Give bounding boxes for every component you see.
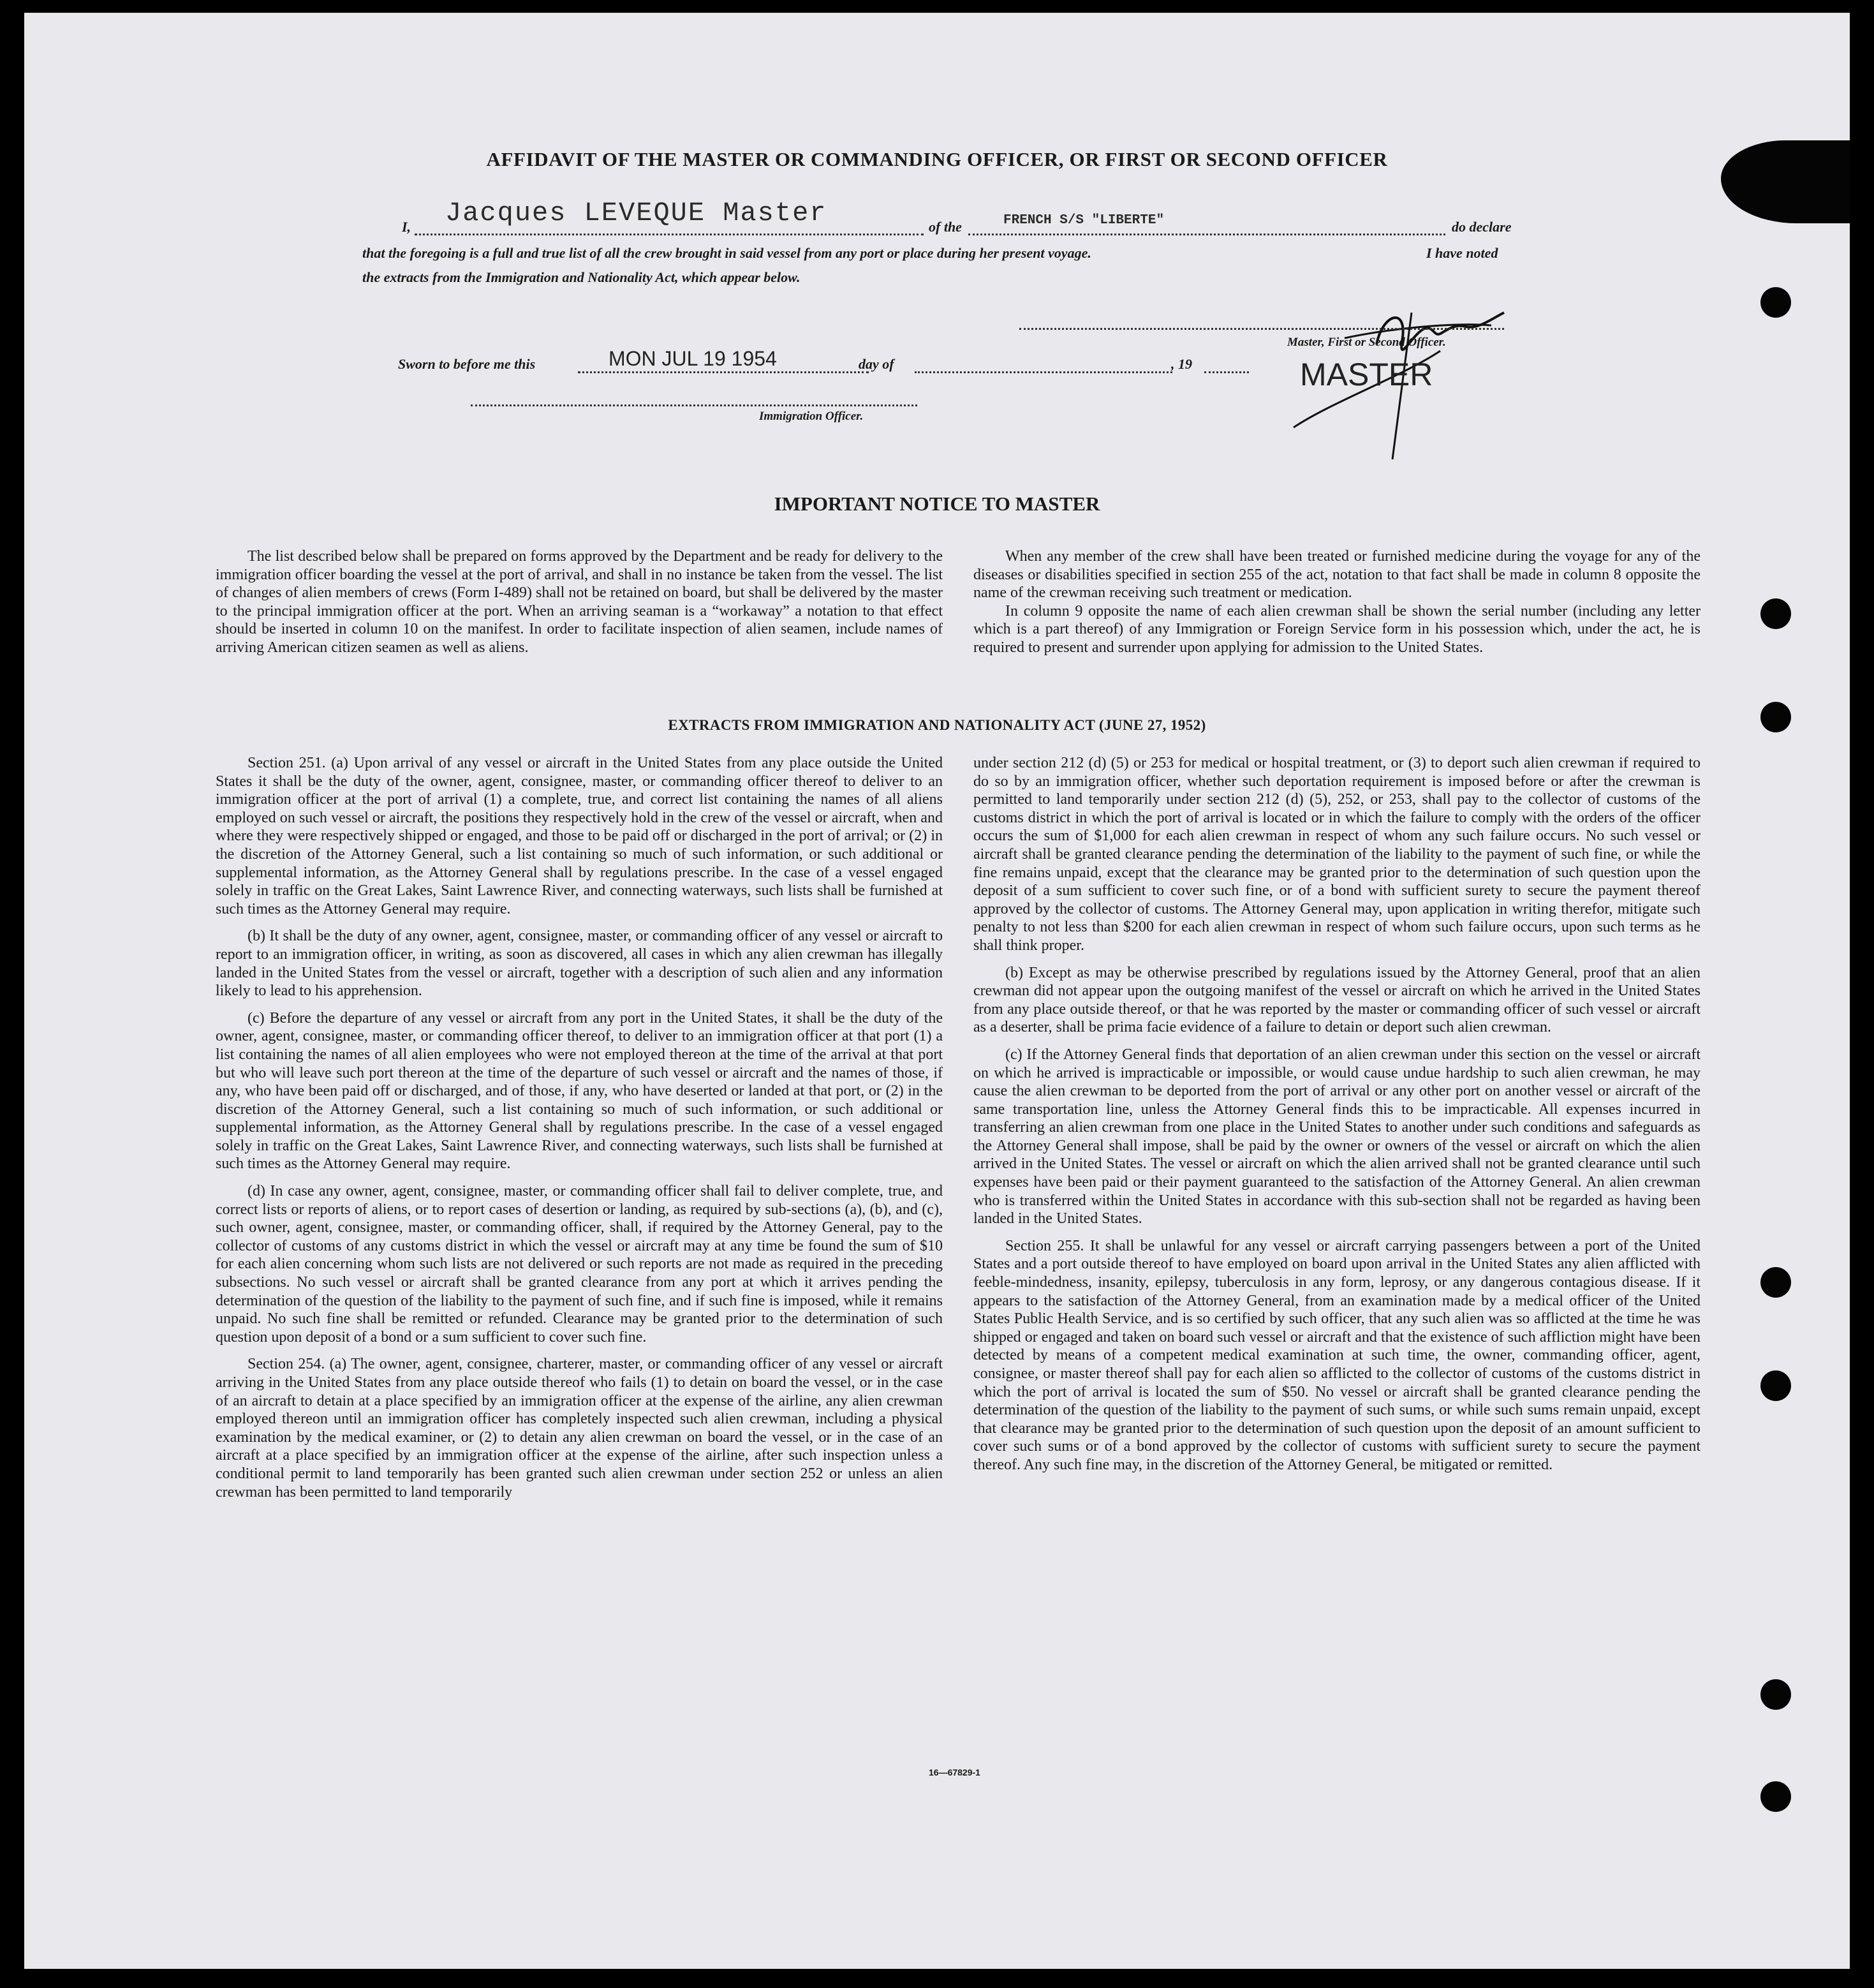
master-name: Jacques LEVEQUE Master	[445, 198, 827, 228]
section-254-a: Section 254. (a) The owner, agent, consignee, charterer, master, or commanding officer of any vessel or aircraft arriving in the United States from any place outside thereof who fails (1) to detain on board the vessel, or in the case of an aircraft to detain at a place specified by an immigration officer at the expense of the airline, any alien crewman employed thereon until an immigration officer has completely inspected such alien crewman, including a physical examination by the medical examiner, or (2) to detain any alien crewman on board the vessel, or in the case of an aircraft at a place specified by an immigration officer at the expense of the airline, after such inspection unless a conditional permit to land temporarily has been granted such alien crewman under section 252 or unless an alien crewman has been permitted to land temporarily	[216, 1356, 943, 1501]
year-label: , 19	[1171, 356, 1192, 372]
vessel-name: FRENCH S/S "LIBERTE"	[1003, 213, 1165, 228]
affidavit-title: AFFIDAVIT OF THE MASTER OR COMMANDING OFFICER, OR FIRST OR SECOND OFFICER	[486, 148, 1388, 170]
i-have-noted: I have noted	[1426, 245, 1498, 261]
punch-hole	[1760, 1781, 1791, 1812]
notice-right-paragraph-1: When any member of the crew shall have been treated or furnished medicine during the voyage for any of the diseases or disabilities specified in section 255 of the act, notation to that fact shall be made in column 8 opposite the name of the crewman receiving such treatment or medication.	[973, 548, 1701, 602]
extracts-heading: EXTRACTS FROM IMMIGRATION AND NATIONALITY ACT (JUNE 27, 1952)	[668, 717, 1206, 733]
section-255: Section 255. It shall be unlawful for any vessel or aircraft carrying passengers between a port of the United States and a port outside thereof to have employed on board upon arrival in the United States any alien afflicted with feeble-mindedness, insanity, epilepsy, tuberculosis in any form, leprosy, or any dangerous contagious disease. If it appears to the satisfaction of the Attorney General, from an examination made by a medical officer of the United States Public Health Service, and is so certified by such officer, that any such alien was so afflicted at the time he was shipped or engaged and taken on board such vessel or aircraft and that the existence of such affliction might have been detected by means of a competent medical examination at such time, the owner, commanding officer, agent, consignee, or master thereof shall pay for each alien so afflicted to the collector of customs of the customs district in which the port of arrival is located the sum of $50. No vessel or aircraft shall be granted clearance pending the determination of the question of the liability to the payment of such sums, or while such sums remain unpaid, except that clearance may be granted prior to the determination of such question upon the deposit of an amount sufficient to cover such sums or of a bond approved by the collector of customs with sufficient surety to secure the payment thereof. Any such fine may, in the discretion of the Attorney General, be mitigated or remitted.	[973, 1237, 1701, 1473]
year-line	[1204, 357, 1249, 373]
officer-line	[471, 398, 917, 406]
punch-hole	[1760, 1370, 1791, 1401]
punch-hole	[1760, 1267, 1791, 1298]
of-the-label: of the	[929, 219, 962, 235]
day-of-label: day of	[859, 356, 894, 372]
master-stamp: MASTER	[1300, 357, 1433, 392]
signature-caption: Master, First or Second Officer.	[1287, 336, 1446, 349]
punch-hole	[1760, 702, 1791, 732]
sworn-date-stamp: MON JUL 19 1954	[609, 347, 777, 370]
notice-right-column	[973, 547, 1701, 666]
extracts-right-column	[973, 754, 1701, 1483]
punch-hole	[1760, 1679, 1791, 1710]
document-page	[24, 13, 1850, 1969]
officer-caption: Immigration Officer.	[759, 410, 864, 423]
signature-line	[1019, 322, 1504, 330]
form-number: 16—67829-1	[929, 1767, 980, 1777]
punch-hole	[1760, 287, 1791, 318]
notice-left-column	[216, 547, 943, 666]
notice-right-paragraph-2: In column 9 opposite the name of each alien crewman shall be shown the serial number (including any letter which is a part thereof) of any Immigration or Foreign Service form in his possession which, under the act, he is required to present and surrender upon applying for admission to the United States.	[973, 602, 1701, 656]
section-251-a: Section 251. (a) Upon arrival of any vessel or aircraft in the United States from any place outside the United States it shall be the duty of the owner, agent, consignee, master, or commanding officer thereof to deliver to an immigration officer at the port of arrival (1) a complete, true, and correct list containing the names of all aliens employed on such vessel or aircraft, the positions they respectively hold in the crew of the vessel or aircraft, when and where they were respectively shipped or engaged, and those to be paid off or discharged in the port of arrival; or (2) in the discretion of the Attorney General, such a list containing so much of such information, or such additional or supplemental information, as the Attorney General shall by regulations prescribe. In the case of a vessel engaged solely in traffic on the Great Lakes, Saint Lawrence River, and connecting waterways, such lists shall be furnished at such times as the Attorney General may require.	[216, 755, 943, 917]
section-254-b: (b) Except as may be otherwise prescribed by regulations issued by the Attorney General, proof that an alien crewman did not appear upon the outgoing manifest of the vessel or aircraft on which he arrived in the United States from any place outside thereof, or that he was reported by the master or commanding officer of such vessel or aircraft as a deserter, shall be prima facie evidence of a failure to detain or deport such alien crewman.	[973, 964, 1701, 1036]
i-label: I,	[402, 219, 411, 235]
do-declare-label: do declare	[1452, 219, 1512, 235]
scan-smudge	[1721, 140, 1850, 223]
extracts-left-column	[216, 754, 943, 1510]
section-251-c: (c) Before the departure of any vessel or aircraft from any port in the United States, it shall be the duty of the owner, agent, consignee, master, or commanding officer thereof, to deliver to an immigration officer at that port (1) a list containing the names of all alien employees who were not employed thereon at the time of the arrival at that port but who will leave such port thereon at the time of the departure of such vessel or aircraft and the names of those, if any, who have been paid off or discharged, and of those, if any, who have deserted or landed at that port, or (2) in the discretion of the Attorney General, such a list containing so much of such information, or such additional or supplemental information, as the Attorney General shall by regulations prescribe. In the case of a vessel engaged solely in traffic on the Great Lakes, Saint Lawrence River, and connecting waterways, such lists shall be furnished at such times as the Attorney General may require.	[216, 1009, 943, 1173]
notice-heading: IMPORTANT NOTICE TO MASTER	[774, 493, 1100, 515]
declaration-line-2: the extracts from the Immigration and Nationality Act, which appear below.	[362, 269, 801, 285]
notice-left-paragraph: The list described below shall be prepared on forms approved by the Department and be ready for delivery to the immigration officer boarding the vessel at the port of arrival, and shall in no instance be taken from the vessel. The list of changes of alien members of crews (Form I-489) shall not be retained on board, but shall be delivered by the master to the principal immigration officer at the port. When an arriving seaman is a “workaway” a notation to that effect should be inserted in column 10 on the manifest. In order to facilitate inspection of alien seamen, include names of arriving American citizen seamen as well as aliens.	[216, 548, 943, 656]
section-254-a-continued: under section 212 (d) (5) or 253 for medical or hospital treatment, or (3) to deport such alien crewman if required to do so by an immigration officer, whether such deportation requirement is imposed before or after the crewman is permitted to land temporarily under section 212 (d) (5), 252, or 253, shall pay to the collector of customs of the customs district in which the port of arrival is located or in which the failure to comply with the orders of the officer occurs the sum of $1,000 for each alien crewman in respect of whom any such failure occurs. No such vessel or aircraft shall be granted clearance pending the determination of the liability to the payment of such fine, or while the fine remains unpaid, except that the clearance may be granted prior to the determination of such question upon the deposit of a sum sufficient to cover such fine, or of a bond with sufficient surety to secure the payment thereof approved by the collector of customs. The Attorney General may, upon application in writing therefor, mitigate such penalty to not less than $200 for each alien crewman in respect of whom such failure occurs, upon such terms as he shall think proper.	[973, 755, 1701, 954]
sworn-label: Sworn to before me this	[398, 356, 536, 372]
section-254-c: (c) If the Attorney General finds that deportation of an alien crewman under this section on the vessel or aircraft on which he arrived is impracticable or impossible, or would cause undue hardship to such alien crewman, he may cause the alien crewman to be deported from the port of arrival or any other port on another vessel or aircraft of the same transportation line, unless the Attorney General finds this to be impracticable. All expenses incurred in transferring an alien crewman from one place in the United States to another under such conditions and safeguards as the Attorney General shall impose, shall be paid by the owner or owners of the vessel or aircraft on which the alien arrived in the United States. The vessel or aircraft on which the alien arrived shall not be granted clearance until such expenses have been paid or their payment guaranteed to the satisfaction of the Attorney General. An alien crewman who is transferred within the United States in accordance with this sub-section shall not be regarded as having been landed in the United States.	[973, 1046, 1701, 1228]
punch-hole	[1760, 598, 1791, 629]
section-251-d: (d) In case any owner, agent, consignee, master, or commanding officer shall fail to deliver complete, true, and correct lists or reports of aliens, or to report cases of desertion or landing, as required by sub-sections (a), (b), and (c), such owner, agent, consignee, master, or commanding officer, shall, if required by the Attorney General, pay to the collector of customs of any customs district in which the vessel or aircraft may at any time be found the sum of $10 for each alien concerning whom such lists are not delivered or such reports are not made as required in the preceding subsections. No such vessel or aircraft shall be granted clearance from any port at which it arrives pending the determination of the question of the liability to the payment of such fine, and if such fine is imposed, while it remains unpaid. No such fine shall be remitted or refunded. Clearance may be granted prior to the determination of such question upon deposit of a bond or a sum sufficient to cover such fine.	[216, 1183, 943, 1346]
section-251-b: (b) It shall be the duty of any owner, agent, consignee, master, or commanding officer of any vessel or aircraft to report to an immigration officer, in writing, as soon as discovered, all cases in which any alien crewman has illegally landed in the United States from the vessel or aircraft, together with a description of such alien and any information likely to lead to his apprehension.	[216, 928, 943, 1000]
declaration-line-1: that the foregoing is a full and true list of all the crew brought in said vessel from any port or place during her present voyage.	[362, 245, 1091, 261]
month-line	[915, 357, 1172, 373]
